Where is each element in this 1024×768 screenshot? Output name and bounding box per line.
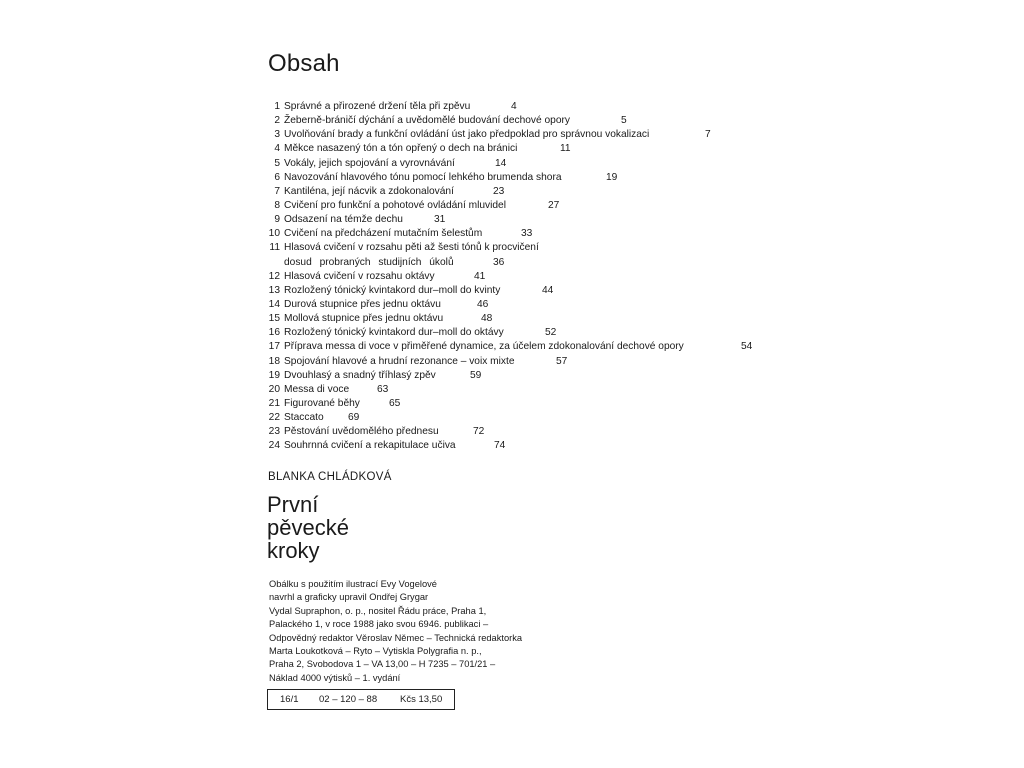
toc-number: 7 (274, 185, 280, 197)
toc-number: 11 (269, 242, 280, 254)
imprint-line: Obálku s použitím ilustrací Evy Vogelové (269, 579, 437, 589)
toc-title: Odsazení na témže dechu (284, 214, 403, 226)
book-title-line: kroky (267, 538, 320, 563)
toc-page-number: 63 (377, 383, 389, 395)
toc-page-number: 4 (511, 101, 517, 112)
toc-number: 17 (268, 341, 280, 353)
toc-title: Navozování hlavového tónu pomocí lehkého brumenda shora (284, 171, 562, 183)
toc-title: Mollová stupnice přes jednu oktávu (284, 313, 444, 325)
book-title (267, 493, 349, 562)
toc-number: 19 (268, 369, 280, 381)
toc-title: Rozložený tónický kvintakord dur–moll do kvinty (284, 284, 501, 296)
toc-page-number: 52 (545, 327, 557, 339)
toc-title: Vokály, jejich spojování a vyrovnávání (284, 157, 455, 169)
toc-page-number: 33 (521, 228, 533, 240)
toc-title: Rozložený tónický kvintakord dur–moll do oktávy (284, 327, 504, 339)
toc-number: 24 (268, 440, 280, 452)
toc-page-number: 65 (389, 397, 401, 409)
book-title-line: pěvecké (267, 515, 349, 540)
toc-number: 14 (268, 298, 280, 310)
toc-number: 12 (268, 270, 280, 282)
toc-page-number: 19 (606, 171, 618, 183)
toc-title: Uvolňování brady a funkční ovládání úst jako předpoklad pro správnou vokalizaci (284, 129, 650, 141)
imprint-line: navrhl a graficky upravil Ondřej Grygar (269, 592, 429, 603)
toc-page-number: 14 (495, 157, 507, 169)
author-name: BLANKA CHLÁDKOVÁ (268, 471, 392, 483)
toc-number: 15 (268, 313, 280, 325)
toc-title: Žeberně-bráničí dýchání a uvědomělé budování dechové opory (284, 115, 571, 127)
toc-page-number: 7 (705, 129, 711, 141)
toc-title: Staccato (284, 412, 324, 424)
toc-title: Příprava messa di voce v přiměřené dynamice, za účelem zdokonalování dechové opory (284, 341, 684, 353)
toc-number: 5 (274, 157, 280, 169)
toc-page-number: 54 (741, 341, 753, 353)
toc-number: 9 (274, 214, 280, 226)
toc-page-number: 44 (542, 284, 554, 296)
toc-number: 23 (268, 426, 280, 438)
toc-number: 22 (268, 412, 280, 424)
toc-title: Dvouhlasý a snadný tříhlasý zpěv (284, 369, 436, 381)
toc-title: Durová stupnice přes jednu oktávu (284, 298, 441, 310)
toc-page-number: 27 (548, 199, 560, 211)
catalog-code: 16/1 (280, 694, 299, 705)
toc-page-number: 11 (560, 143, 571, 155)
toc-title: Pěstování uvědomělého přednesu (284, 426, 439, 438)
imprint-line: Vydal Supraphon, o. p., nositel Řádu práce, Praha 1, (269, 605, 487, 616)
toc-number: 16 (268, 327, 280, 339)
toc-number: 8 (274, 199, 280, 211)
toc-number: 20 (268, 383, 280, 395)
toc-title: Hlasová cvičení v rozsahu pěti až šesti tónů k procvičení (284, 242, 539, 254)
toc-number: 10 (268, 228, 280, 240)
toc-title: Cvičení na předcházení mutačním šelestům (284, 228, 483, 240)
price: Kčs 13,50 (400, 694, 443, 705)
catalog-number: 02 – 120 – 88 (319, 694, 378, 705)
toc-page-number: 48 (481, 313, 493, 325)
toc-page-number: 5 (621, 115, 627, 127)
imprint-line: Marta Loukotková – Ryto – Vytiskla Polygrafia n. p., (269, 646, 482, 657)
toc-page-number: 36 (493, 256, 505, 268)
toc-number: 6 (274, 171, 280, 183)
toc-number: 3 (274, 129, 280, 141)
toc-number: 18 (268, 355, 280, 367)
toc-page-number: 74 (494, 440, 506, 452)
toc-number: 2 (274, 115, 280, 127)
toc-page-number: 31 (434, 214, 446, 226)
toc-title: Cvičení pro funkční a pohotové ovládání mluvidel (284, 199, 506, 211)
toc-page-number: 46 (477, 298, 489, 310)
toc-page-number: 69 (348, 412, 360, 424)
toc-page-number: 41 (474, 270, 486, 282)
toc-number: 1 (274, 101, 280, 112)
toc-title: Messa di voce (284, 383, 350, 395)
toc-title: dosud probraných studijních úkolů (284, 256, 454, 268)
toc-title: Figurované běhy (284, 397, 360, 409)
imprint-block (269, 578, 522, 685)
imprint-line: Odpovědný redaktor Věroslav Němec – Technická redaktorka (269, 632, 523, 643)
toc-title: Hlasová cvičení v rozsahu oktávy (284, 270, 435, 282)
toc-number: 4 (274, 143, 280, 155)
page-title: Obsah (268, 50, 340, 77)
toc-number: 21 (268, 397, 280, 409)
toc-title: Spojování hlavové a hrudní rezonance – voix mixte (284, 355, 515, 367)
toc-page-number: 23 (493, 185, 505, 197)
toc-page-number: 57 (556, 355, 568, 367)
imprint-line: Náklad 4000 výtisků – 1. vydání (269, 672, 401, 683)
toc-title: Měkce nasazený tón a tón opřený o dech na bránici (284, 143, 518, 155)
toc-page-number: 59 (470, 369, 482, 381)
toc-number: 13 (268, 284, 280, 296)
imprint-line: Palackého 1, v roce 1988 jako svou 6946. publikaci – (269, 619, 489, 630)
toc-title: Souhrnná cvičení a rekapitulace učiva (284, 440, 456, 452)
toc-title: Kantiléna, její nácvik a zdokonalování (284, 185, 454, 197)
book-title-line: První (267, 492, 319, 517)
toc-title: Správné a přirozené držení těla při zpěvu (284, 101, 471, 112)
price-box (267, 689, 455, 710)
toc-page-number: 72 (473, 426, 485, 438)
imprint-line: Praha 2, Svobodova 1 – VA 13,00 – H 7235 – 701/21 – (269, 659, 496, 670)
